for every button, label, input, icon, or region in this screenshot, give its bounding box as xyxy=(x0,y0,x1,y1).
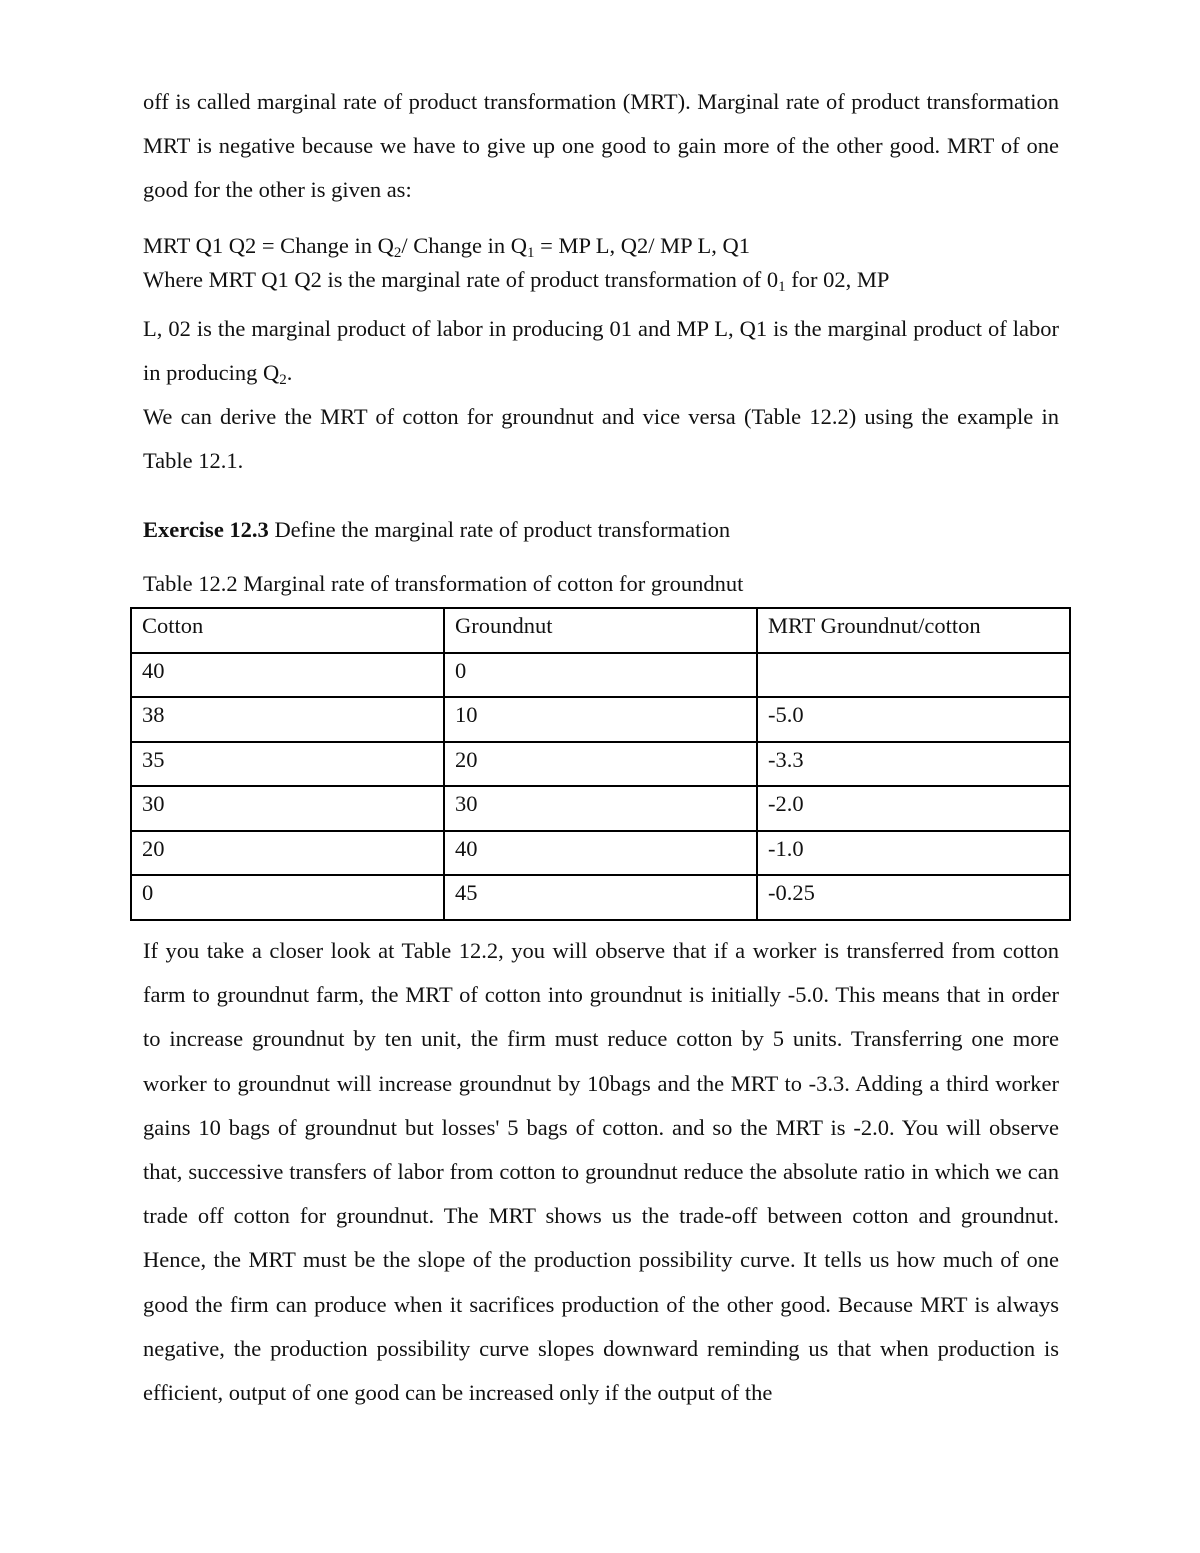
cell-mrt: -3.3 xyxy=(757,742,1070,787)
paragraph-mrt-intro: off is called marginal rate of product transformation (MRT). Marginal rate of product transformation MRT is negative because we have to give up one good to gain more of the other good. MRT of one good for the other is given as: xyxy=(143,89,1059,203)
cell-groundnut: 20 xyxy=(444,742,757,787)
table-row xyxy=(131,697,1070,742)
exercise-label: Exercise 12.3 xyxy=(143,517,269,543)
cell-groundnut: 10 xyxy=(444,697,757,742)
where-part-b: for 02, MP xyxy=(785,266,890,292)
mrt-table xyxy=(130,607,1071,921)
where2-part-b: . xyxy=(286,359,293,385)
table-header-row xyxy=(131,608,1070,653)
paragraph-derive: We can derive the MRT of cotton for groundnut and vice versa (Table 12.2) using the example in Table 12.1. xyxy=(143,404,1059,474)
exercise-12-3 xyxy=(143,513,1059,547)
table-row xyxy=(131,786,1070,831)
cell-cotton: 0 xyxy=(131,875,444,920)
formula-definition-continued xyxy=(143,307,1059,395)
formula-part-c: = MP L, Q2/ MP L, Q1 xyxy=(534,232,750,258)
cell-cotton: 38 xyxy=(131,697,444,742)
cell-cotton: 35 xyxy=(131,742,444,787)
document-page-lower xyxy=(143,929,1059,1415)
cell-cotton: 40 xyxy=(131,653,444,698)
paragraph-table-explanation: If you take a closer look at Table 12.2, you will observe that if a worker is transferred from cotton farm to groundnut farm, the MRT of cotton into groundnut is initially -5.0. This means that in order to increase groundnut by ten unit, the firm must reduce cotton by 5 units. Transferring one more worker to groundnut will increase groundnut by 10bags and the MRT to -3.3. Adding a third worker gains 10 bags of groundnut but losses' 5 bags of cotton. and so the MRT is -2.0. You will observe that, successive transfers of labor from cotton to groundnut reduce the absolute ratio in which we can trade off cotton for groundnut. The MRT shows us the trade-off between cotton and groundnut. Hence, the MRT must be the slope of the production possibility curve. It tells us how much of one good the firm can produce when it sacrifices production of the other good. Because MRT is always negative, the production possibility curve slopes downward reminding us that when production is efficient, output of one good can be increased only if the output of the xyxy=(143,938,1059,1406)
document-page xyxy=(143,80,1059,599)
cell-groundnut: 30 xyxy=(444,786,757,831)
cell-cotton: 20 xyxy=(131,831,444,876)
formula-sub-1: 2 xyxy=(393,244,402,261)
cell-groundnut: 40 xyxy=(444,831,757,876)
where-sub: 1 xyxy=(778,278,786,295)
table-row xyxy=(131,875,1070,920)
cell-groundnut: 0 xyxy=(444,653,757,698)
header-mrt: MRT Groundnut/cotton xyxy=(757,608,1070,653)
where-part-a: Where MRT Q1 Q2 is the marginal rate of product transformation of 0 xyxy=(143,266,779,292)
cell-cotton: 30 xyxy=(131,786,444,831)
cell-mrt: -0.25 xyxy=(757,875,1070,920)
cell-mrt: -1.0 xyxy=(757,831,1070,876)
header-cotton: Cotton xyxy=(131,608,444,653)
formula-sub-2: 1 xyxy=(527,244,535,261)
where2-sub: 2 xyxy=(279,371,287,388)
table-row xyxy=(131,742,1070,787)
formula-part-a: MRT Q1 Q2 = Change in Q xyxy=(143,232,394,258)
formula-definition xyxy=(143,263,1059,297)
cell-mrt xyxy=(757,653,1070,698)
mrt-formula xyxy=(143,229,1059,263)
exercise-text: Define the marginal rate of product transformation xyxy=(268,517,731,543)
formula-part-b: / Change in Q xyxy=(401,232,528,258)
cell-mrt: -5.0 xyxy=(757,697,1070,742)
table-row xyxy=(131,831,1070,876)
cell-mrt: -2.0 xyxy=(757,786,1070,831)
header-groundnut: Groundnut xyxy=(444,608,757,653)
table-row xyxy=(131,653,1070,698)
table-caption: Table 12.2 Marginal rate of transformation of cotton for groundnut xyxy=(143,571,744,597)
cell-groundnut: 45 xyxy=(444,875,757,920)
where2-part-a: L, 02 is the marginal product of labor in producing 01 and MP L, Q1 is the marginal product of labor in producing Q xyxy=(143,315,1059,385)
